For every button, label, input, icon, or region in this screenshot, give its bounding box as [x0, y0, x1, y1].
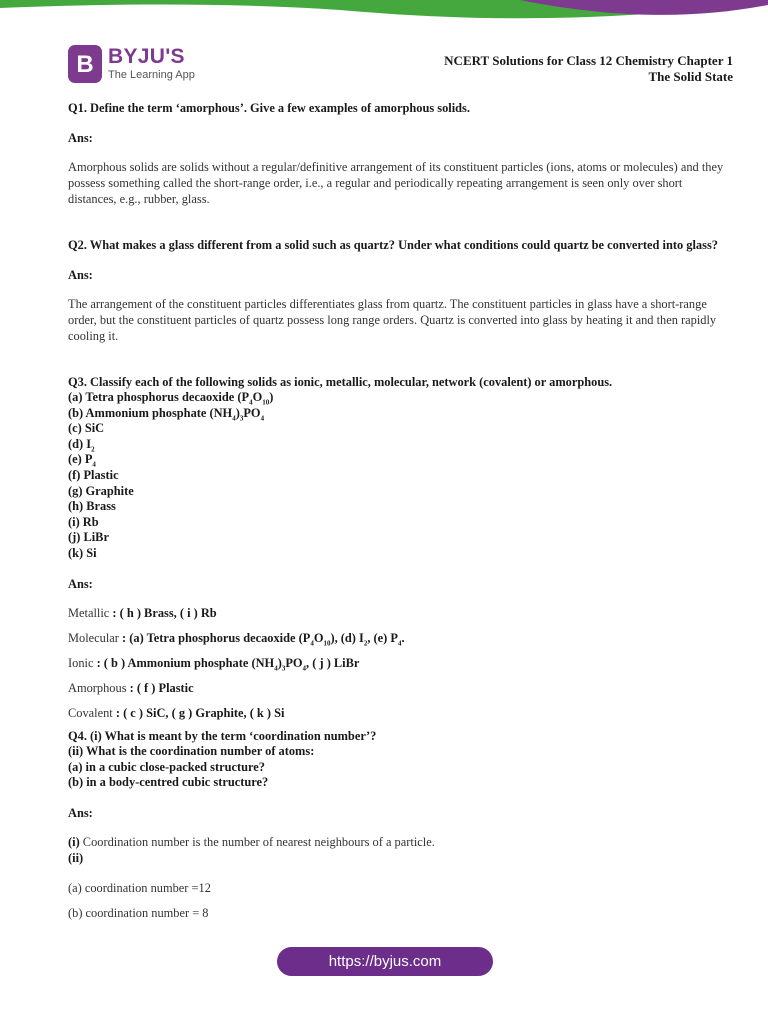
q3-molecular: Molecular : (a) Tetra phosphorus decaoxide $(P_4O_{10})$, (d) $I_2$, (e) $P_4$. — [68, 630, 405, 647]
q1-ans-label: Ans: — [68, 131, 93, 145]
document-header — [444, 53, 733, 85]
q4-line-4: (b) in a body-centred cubic structure? — [68, 775, 269, 790]
byjus-logo-mark — [68, 45, 102, 83]
q4-line-1: Q4. (i) What is meant by the term ‘coordination number’? — [68, 728, 377, 743]
q2-question: Q2. What makes a glass different from a solid such as quartz? Under what conditions could quartz be converted into glass? — [68, 238, 718, 252]
q3-item-c: (c) SiC — [68, 421, 105, 436]
svg-text:B: B — [76, 51, 94, 78]
q2-answer: The arrangement of the constituent particles differentiates glass from quartz. The constituent particles in glass have a short-range order, but the constituent particles of quartz possess long range orders. Quartz is converted into glass by heating it and then rapidly cooling it. — [68, 297, 717, 343]
q3-item-list — [68, 390, 733, 562]
header-line-1: NCERT Solutions for Class 12 Chemistry Chapter 1 — [444, 53, 733, 68]
q3-item-h: (h) Brass — [68, 499, 116, 514]
q3-item-j: (j) LiBr — [68, 530, 109, 545]
q2-ans-label: Ans: — [68, 268, 93, 282]
byjus-logo — [68, 45, 195, 83]
logo-name: BYJU'S — [108, 45, 185, 68]
q3-item-e: (e) $P_4$ — [68, 452, 96, 469]
footer-website-link[interactable]: https://byjus.com — [277, 947, 493, 976]
document-body — [68, 100, 733, 921]
q4-answer-a: (a) coordination number =12 — [68, 880, 211, 895]
q4-line-3: (a) in a cubic close-packed structure? — [68, 759, 265, 774]
q4-part-ii: (ii) — [68, 850, 84, 865]
top-decorative-band — [0, 0, 768, 22]
logo-b-icon — [74, 50, 96, 78]
q4-line-2: (ii) What is the coordination number of atoms: — [68, 744, 315, 759]
q3-item-i: (i) Rb — [68, 514, 99, 529]
q4-ans-label: Ans: — [68, 805, 93, 820]
q3-item-a: (a) Tetra phosphorus decaoxide $(P_4O_{10})$ — [68, 390, 274, 407]
q1-question: Q1. Define the term ‘amorphous’. Give a few examples of amorphous solids. — [68, 101, 470, 115]
q4-question — [68, 729, 733, 791]
q4-answer-b: (b) coordination number = 8 — [68, 905, 209, 920]
logo-tagline: The Learning App — [108, 69, 195, 81]
q3-item-b: (b) Ammonium phosphate $(NH_4)_3PO_4$ — [68, 405, 265, 423]
q3-covalent: Covalent : ( c ) SiC, ( g ) Graphite, ( k ) Si — [68, 705, 285, 720]
q3-ionic: Ionic : ( b ) Ammonium phosphate $(NH_4)_3PO_4$, ( j ) LiBr — [68, 655, 360, 672]
q3-item-k: (k) Si — [68, 545, 97, 560]
q3-ans-label: Ans: — [68, 576, 93, 591]
q3-amorphous: Amorphous : ( f ) Plastic — [68, 680, 194, 695]
header-line-2: The Solid State — [648, 69, 733, 84]
q3-question: Q3. Classify each of the following solids as ionic, metallic, molecular, network (covalent) or amorphous. — [68, 375, 613, 389]
q4-part-i: (i) Coordination number is the number of nearest neighbours of a particle. — [68, 834, 435, 849]
q3-metallic: Metallic : ( h ) Brass, ( i ) Rb — [68, 605, 217, 620]
q1-answer: Amorphous solids are solids without a regular/definitive arrangement of its constituent particles (ions, atoms or molecules) and they possess something called the short-range order, i.e., a regular and periodically repeating arrangement is seen only over short distances, e.g., rubber, glass. — [68, 160, 724, 206]
q3-item-d: (d) $I_2$ — [68, 436, 95, 454]
q3-item-f: (f) Plastic — [68, 467, 119, 482]
q3-item-g: (g) Graphite — [68, 483, 134, 498]
